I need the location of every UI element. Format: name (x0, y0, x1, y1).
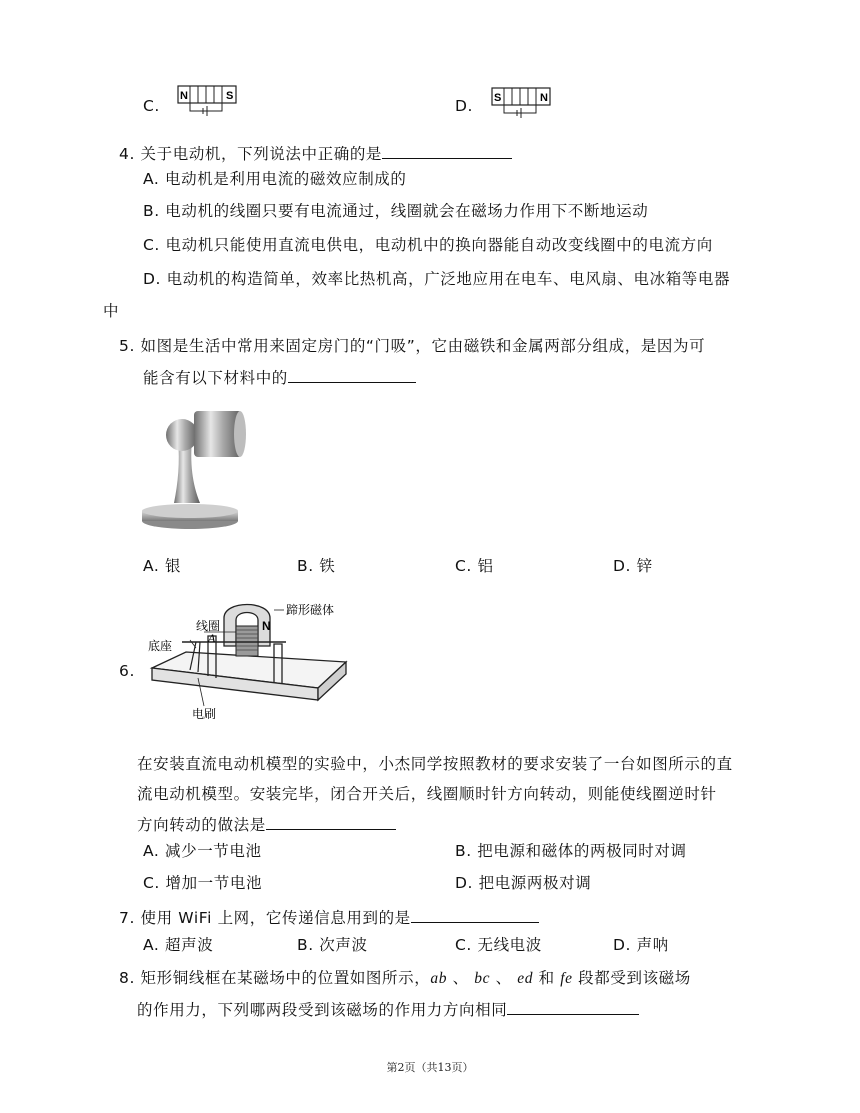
q7-option-c[interactable] (455, 935, 542, 955)
q4-option-b-label: B. (143, 202, 160, 220)
q5-stem-2: 能含有以下材料中的 (143, 369, 288, 387)
q8-conj: 和 (538, 969, 555, 987)
q6-option-c-label: C. (143, 874, 160, 892)
q7-number: 7. (119, 909, 135, 927)
label-base: 底座 (148, 639, 173, 653)
label-brush: 电刷 (192, 707, 217, 721)
q6-stem-line2: 流电动机模型。安装完毕，闭合开关后，线圈顺时针方向转动，则能使线圈逆时针 (137, 785, 717, 803)
q4-stem-line (119, 142, 512, 164)
q6-option-a-label: A. (143, 842, 160, 860)
q7-option-b[interactable] (297, 935, 368, 955)
q4-option-d-text: 电动机的构造简单，效率比热机高，广泛地应用在电车、电风扇、电冰箱等电器 (166, 270, 731, 288)
q5-stem-1: 如图是生活中常用来固定房门的“门吸”，它由磁铁和金属两部分组成，是因为可 (140, 337, 706, 355)
q3-c-pole-right: S (226, 90, 234, 102)
q5-option-c[interactable] (455, 556, 494, 576)
q4-option-a[interactable] (143, 169, 407, 189)
q5-stem-line1 (119, 336, 705, 356)
label-pole-n: N (262, 619, 271, 633)
q4-option-b-text: 电动机的线圈只要有电流通过，线圈就会在磁场力作用下不断地运动 (165, 202, 649, 220)
q3-d-pole-left: S (494, 92, 502, 104)
dc-motor-model-figure (146, 592, 360, 724)
q8-answer-blank[interactable] (507, 998, 639, 1015)
q3-option-c-solenoid-figure (176, 82, 240, 116)
q7-stem-line (119, 906, 539, 928)
q6-option-b[interactable] (455, 841, 687, 861)
q6-option-d-text: 把电源两极对调 (478, 874, 592, 892)
label-point-a: A (208, 631, 216, 645)
q4-option-c[interactable] (143, 235, 713, 255)
q4-option-b[interactable] (143, 201, 648, 221)
q7-stem: 使用 WiFi 上网，它传递信息用到的是 (140, 909, 411, 927)
q5-stem-line2 (143, 366, 416, 388)
q8-number: 8. (119, 969, 135, 987)
q6-stem-line1: 在安装直流电动机模型的实验中，小杰同学按照教材的要求安装了一台如图所示的直 (137, 755, 733, 773)
q5-option-d[interactable] (613, 556, 653, 576)
q6-option-c[interactable] (143, 873, 262, 893)
q6-option-b-text: 把电源和磁体的两极同时对调 (477, 842, 687, 860)
q7-option-c-label: C. (455, 936, 472, 954)
q7-option-d[interactable] (613, 935, 669, 955)
q6-option-d-label: D. (455, 874, 474, 892)
q7-option-d-label: D. (613, 936, 632, 954)
q8-stem-post: 段都受到该磁场 (578, 969, 691, 987)
q8-stem-line1 (119, 968, 691, 989)
q3-option-d-solenoid-figure (490, 84, 554, 118)
q3-d-pole-right: N (540, 92, 548, 104)
q8-segment-bc: bc (474, 970, 491, 987)
q5-option-c-text: 铝 (477, 557, 494, 575)
q5-option-a[interactable] (143, 556, 181, 576)
q5-option-c-label: C. (455, 557, 472, 575)
q8-segment-ed: ed (517, 970, 534, 987)
label-coil: 线圈 (196, 619, 221, 633)
q5-number: 5. (119, 337, 135, 355)
q7-option-a-text: 超声波 (165, 936, 214, 954)
q8-stem-pre: 矩形铜线框在某磁场中的位置如图所示， (140, 969, 431, 987)
q5-option-a-text: 银 (165, 557, 182, 575)
q7-option-d-text: 声呐 (636, 936, 669, 954)
q5-option-d-text: 锌 (636, 557, 653, 575)
q6-stem-3: 方向转动的做法是 (137, 816, 266, 834)
q5-option-d-label: D. (613, 557, 632, 575)
label-magnet: 蹄形磁体 (286, 603, 335, 617)
q7-answer-blank[interactable] (411, 906, 539, 923)
q8-segment-ab: ab (430, 970, 448, 987)
q4-option-c-label: C. (143, 236, 160, 254)
q4-option-c-text: 电动机只能使用直流电供电，电动机中的换向器能自动改变线圈中的电流方向 (165, 236, 713, 254)
q6-option-a[interactable] (143, 841, 262, 861)
q5-option-b[interactable] (297, 556, 335, 576)
q5-option-a-label: A. (143, 557, 160, 575)
q6-answer-blank[interactable] (266, 813, 396, 830)
q8-segment-fe: fe (560, 970, 573, 987)
q5-option-b-label: B. (297, 557, 314, 575)
q3-c-pole-left: N (180, 90, 188, 102)
q4-number: 4. (119, 145, 135, 163)
q8-stem-2: 的作用力，下列哪两段受到该磁场的作用力方向相同 (137, 1001, 508, 1019)
q7-option-b-label: B. (297, 936, 314, 954)
q5-option-b-text: 铁 (319, 557, 336, 575)
q4-option-d-label: D. (143, 270, 162, 288)
q6-option-b-label: B. (455, 842, 472, 860)
q7-option-c-text: 无线电波 (477, 936, 542, 954)
q4-answer-blank[interactable] (382, 142, 512, 159)
q6-option-c-text: 增加一节电池 (165, 874, 263, 892)
q7-option-a-label: A. (143, 936, 160, 954)
q4-option-a-text: 电动机是利用电流的磁效应制成的 (165, 170, 407, 188)
q4-option-d[interactable] (143, 269, 730, 289)
q4-option-d-wrap: 中 (103, 302, 120, 320)
q7-option-a[interactable] (143, 935, 213, 955)
q4-option-a-label: A. (143, 170, 160, 188)
q3-option-c-label: C. (143, 97, 160, 115)
door-stopper-image (134, 403, 254, 539)
q5-answer-blank[interactable] (288, 366, 416, 383)
q6-stem-line3 (137, 813, 396, 835)
q8-stem-line2 (137, 998, 639, 1020)
q3-option-d-label: D. (455, 97, 474, 115)
q8-sep-2: 、 (495, 969, 512, 987)
q6-number: 6. (119, 662, 135, 680)
page-footer: 第2页（共13页） (386, 1061, 474, 1074)
q6-option-d[interactable] (455, 873, 591, 893)
q7-option-b-text: 次声波 (319, 936, 368, 954)
q8-sep-1: 、 (452, 969, 469, 987)
q6-option-a-text: 减少一节电池 (165, 842, 262, 860)
q4-stem: 关于电动机，下列说法中正确的是 (140, 145, 383, 163)
